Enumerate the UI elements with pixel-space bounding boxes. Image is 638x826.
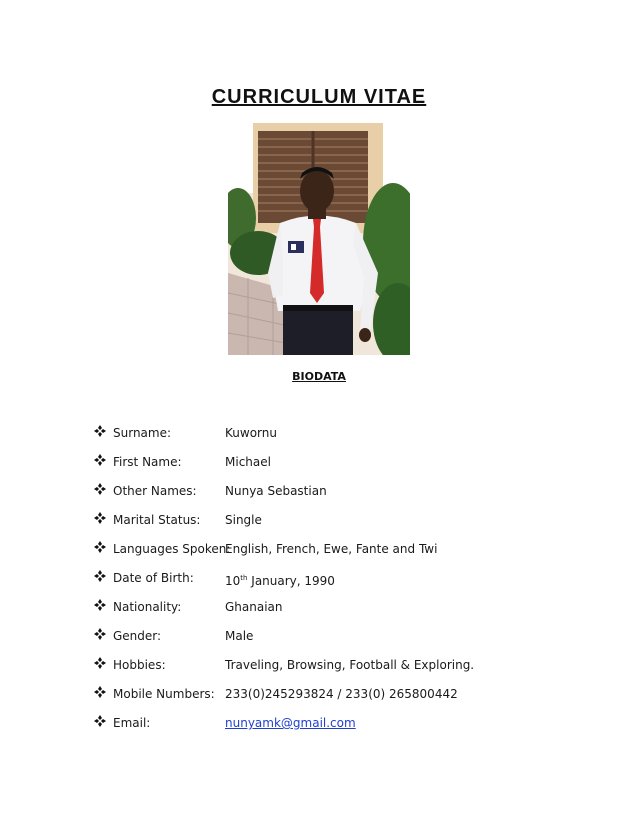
diamond-bullet-icon xyxy=(94,483,106,495)
profile-photo xyxy=(228,123,410,355)
biodata-row-hobbies xyxy=(94,656,614,685)
diamond-bullet-icon xyxy=(94,599,106,611)
diamond-bullet-icon xyxy=(94,715,106,727)
biodata-row-marital-status xyxy=(94,511,614,540)
biodata-row-first-name xyxy=(94,453,614,482)
biodata-row-gender xyxy=(94,627,614,656)
first-name-value: Michael xyxy=(225,455,271,469)
diamond-bullet-icon xyxy=(94,628,106,640)
languages-value: English, French, Ewe, Fante and Twi xyxy=(225,542,438,556)
email-label: Email: xyxy=(113,716,151,730)
section-heading-biodata: BIODATA xyxy=(292,370,346,383)
diamond-bullet-icon xyxy=(94,657,106,669)
dob-day-suffix: th xyxy=(240,574,248,582)
biodata-row-surname xyxy=(94,424,614,453)
biodata-row-languages xyxy=(94,540,614,569)
marital-status-label: Marital Status: xyxy=(113,513,201,527)
biodata-row-nationality xyxy=(94,598,614,627)
diamond-bullet-icon xyxy=(94,454,106,466)
nationality-label: Nationality: xyxy=(113,600,182,614)
surname-value: Kuwornu xyxy=(225,426,277,440)
gender-value: Male xyxy=(225,629,254,643)
surname-label: Surname: xyxy=(113,426,172,440)
page-title: CURRICULUM VITAE xyxy=(211,86,427,108)
diamond-bullet-icon xyxy=(94,512,106,524)
other-names-value: Nunya Sebastian xyxy=(225,484,327,498)
hobbies-value: Traveling, Browsing, Football & Exploring. xyxy=(225,658,475,672)
biodata-row-mobile xyxy=(94,685,614,714)
dob-month-year: January, 1990 xyxy=(247,574,335,588)
diamond-bullet-icon xyxy=(94,425,106,437)
dob-label: Date of Birth: xyxy=(113,571,194,585)
gender-label: Gender: xyxy=(113,629,162,643)
biodata-row-dob xyxy=(94,569,614,598)
nationality-value: Ghanaian xyxy=(225,600,283,614)
email-value-wrapper xyxy=(225,714,356,732)
other-names-label: Other Names: xyxy=(113,484,197,498)
languages-label: Languages Spoken: xyxy=(113,542,231,556)
marital-status-value: Single xyxy=(225,513,262,527)
mobile-label: Mobile Numbers: xyxy=(113,687,215,701)
mobile-value: 233(0)245293824 / 233(0) 265800442 xyxy=(225,687,458,701)
hobbies-label: Hobbies: xyxy=(113,658,166,672)
biodata-row-email xyxy=(94,714,614,743)
diamond-bullet-icon xyxy=(94,541,106,553)
diamond-bullet-icon xyxy=(94,686,106,698)
biodata-row-other-names xyxy=(94,482,614,511)
email-link[interactable]: nunyamk@gmail.com xyxy=(225,716,356,730)
dob-day: 10 xyxy=(225,574,241,588)
dob-value xyxy=(225,569,335,590)
biodata-list xyxy=(94,424,614,743)
diamond-bullet-icon xyxy=(94,570,106,582)
first-name-label: First Name: xyxy=(113,455,182,469)
